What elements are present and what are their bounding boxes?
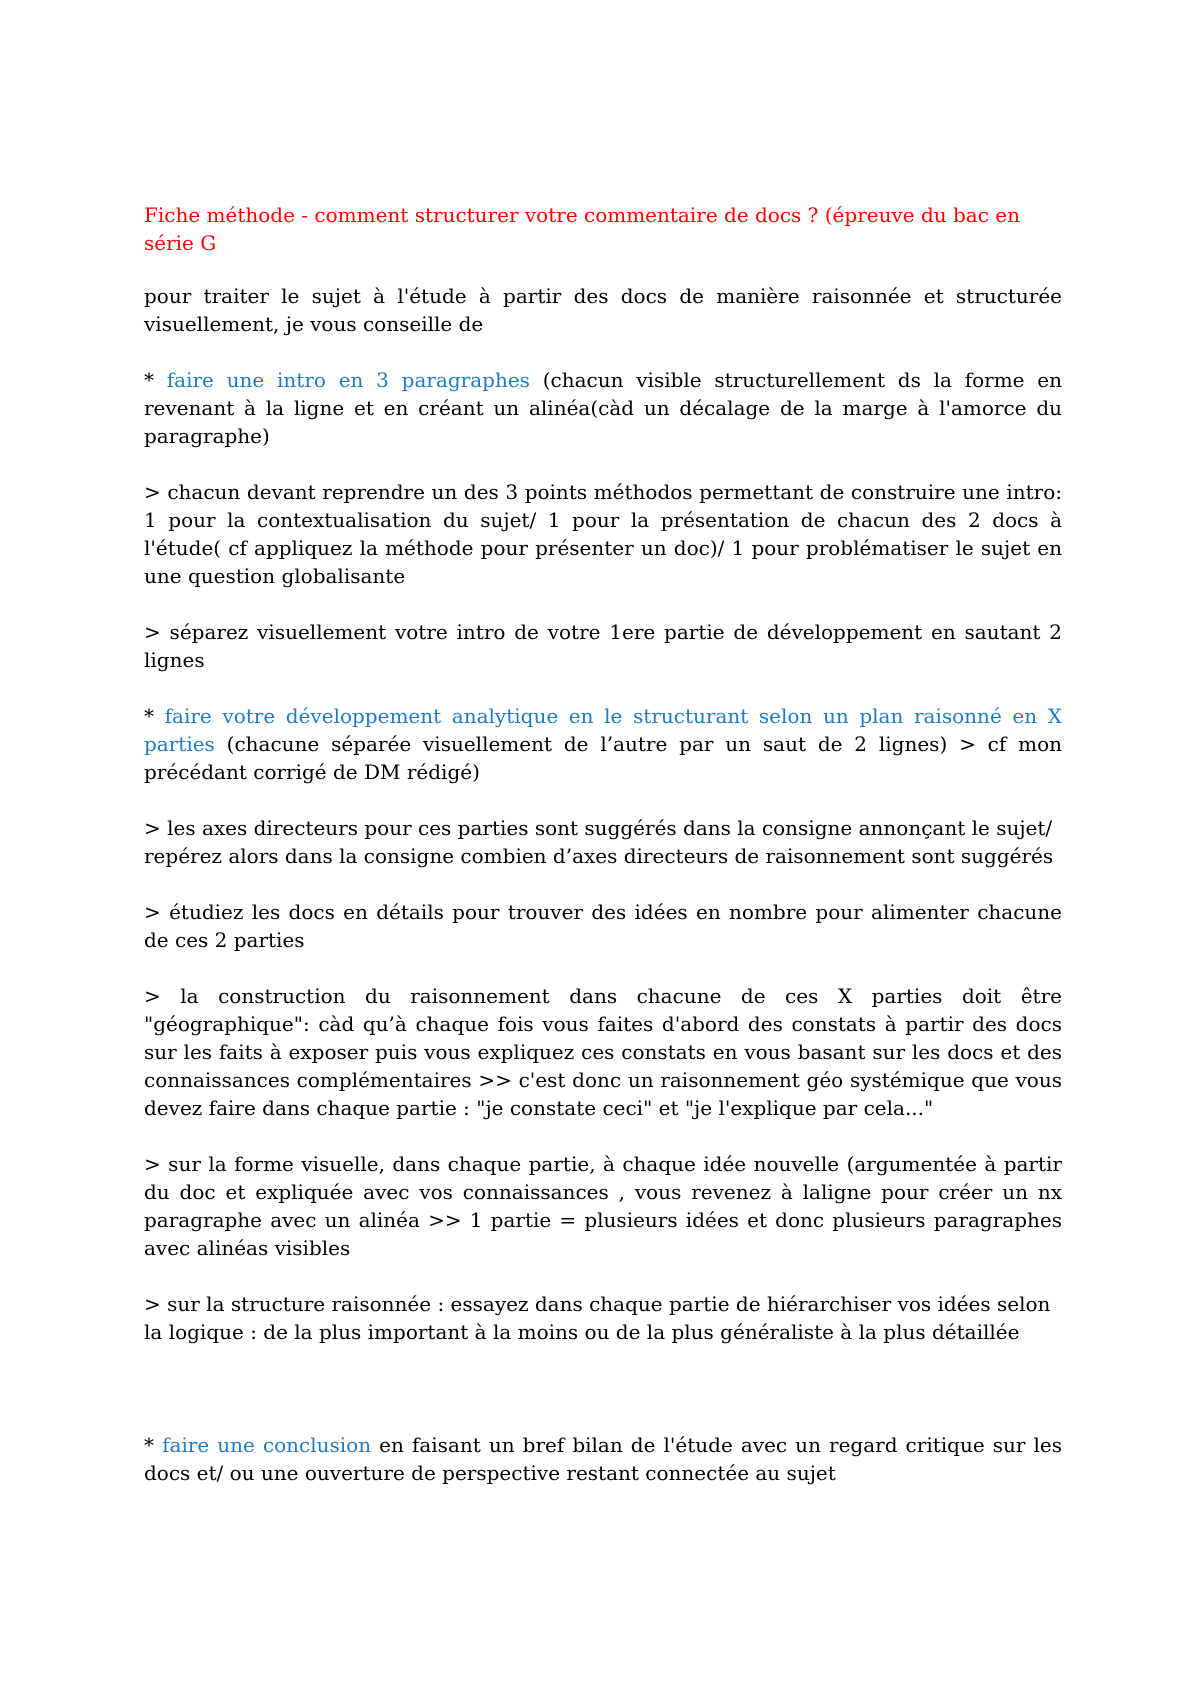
section-conclusion-paragraph bbox=[144, 1431, 1062, 1487]
intro-paragraph: pour traiter le sujet à l'étude à partir des docs de manière raisonnée et structurée visuellement, je vous conseille de bbox=[144, 284, 1062, 336]
section-dev-rest: (chacune séparée visuellement de l’autre par un saut de 2 lignes) > cf mon précédant corrigé de DM rédigé) bbox=[144, 732, 1062, 784]
section-intro-paragraph bbox=[144, 366, 1062, 450]
section-intro-bullet: * bbox=[144, 368, 167, 392]
section-dev-bullet: * bbox=[144, 704, 165, 728]
section-conclusion-rest: en faisant un bref bilan de l'étude avec un regard critique sur les docs et/ ou une ouverture de perspective restant connectée au sujet bbox=[144, 1433, 1063, 1485]
section-conclusion-highlight: faire une conclusion bbox=[162, 1433, 372, 1457]
intro-point-1: > chacun devant reprendre un des 3 points méthodos permettant de construire une intro: 1 pour la contextualisation du sujet/ 1 pour la présentation de chacun des 2 docs à l'étude( cf appliquez la méthode pour présenter un doc)/ 1 pour problématiser le sujet en une question globalisante bbox=[144, 480, 1062, 588]
section-intro-rest: (chacun visible structurellement ds la forme en revenant à la ligne et en créant un alinéa(càd un décalage de la marge à l'amorce du paragraphe) bbox=[144, 368, 1062, 448]
dev-point-4: > sur la forme visuelle, dans chaque partie, à chaque idée nouvelle (argumentée à partir du doc et expliquée avec vos connaissances , vous revenez à laligne pour créer un nx paragraphe avec un alinéa >> 1 partie = plusieurs idées et donc plusieurs paragraphes avec alinéas visibles bbox=[144, 1152, 1062, 1260]
section-conclusion-bullet: * bbox=[144, 1433, 163, 1457]
document-page bbox=[144, 201, 1062, 1515]
intro-point-2: > séparez visuellement votre intro de votre 1ere partie de développement en sautant 2 lignes bbox=[144, 620, 1062, 672]
dev-point-2: > étudiez les docs en détails pour trouver des idées en nombre pour alimenter chacune de ces 2 parties bbox=[144, 900, 1062, 952]
document-title: Fiche méthode - comment structurer votre commentaire de docs ? (épreuve du bac en série G bbox=[144, 203, 1021, 255]
dev-point-3: > la construction du raisonnement dans chacune de ces X parties doit être "géographique": càd qu’à chaque fois vous faites d'abord des constats à partir des docs sur les faits à exposer puis vous expliquez ces constats en vous basant sur les docs et des connaissances complémentaires >> c'est donc un raisonnement géo systémique que vous devez faire dans chaque partie : "je constate ceci" et "je l'explique par cela..." bbox=[144, 984, 1062, 1120]
dev-point-1: > les axes directeurs pour ces parties sont suggérés dans la consigne annonçant le sujet/ repérez alors dans la consigne combien d’axes directeurs de raisonnement sont suggérés bbox=[144, 816, 1054, 868]
section-dev-paragraph bbox=[144, 702, 1062, 786]
dev-point-5: > sur la structure raisonnée : essayez dans chaque partie de hiérarchiser vos idées selon la logique : de la plus important à la moins ou de la plus généraliste à la plus détaillée bbox=[144, 1292, 1051, 1344]
section-dev-highlight: faire votre développement analytique en le structurant selon un plan raisonné en X parties bbox=[144, 704, 1062, 756]
section-intro-highlight: faire une intro en 3 paragraphes bbox=[166, 368, 530, 392]
